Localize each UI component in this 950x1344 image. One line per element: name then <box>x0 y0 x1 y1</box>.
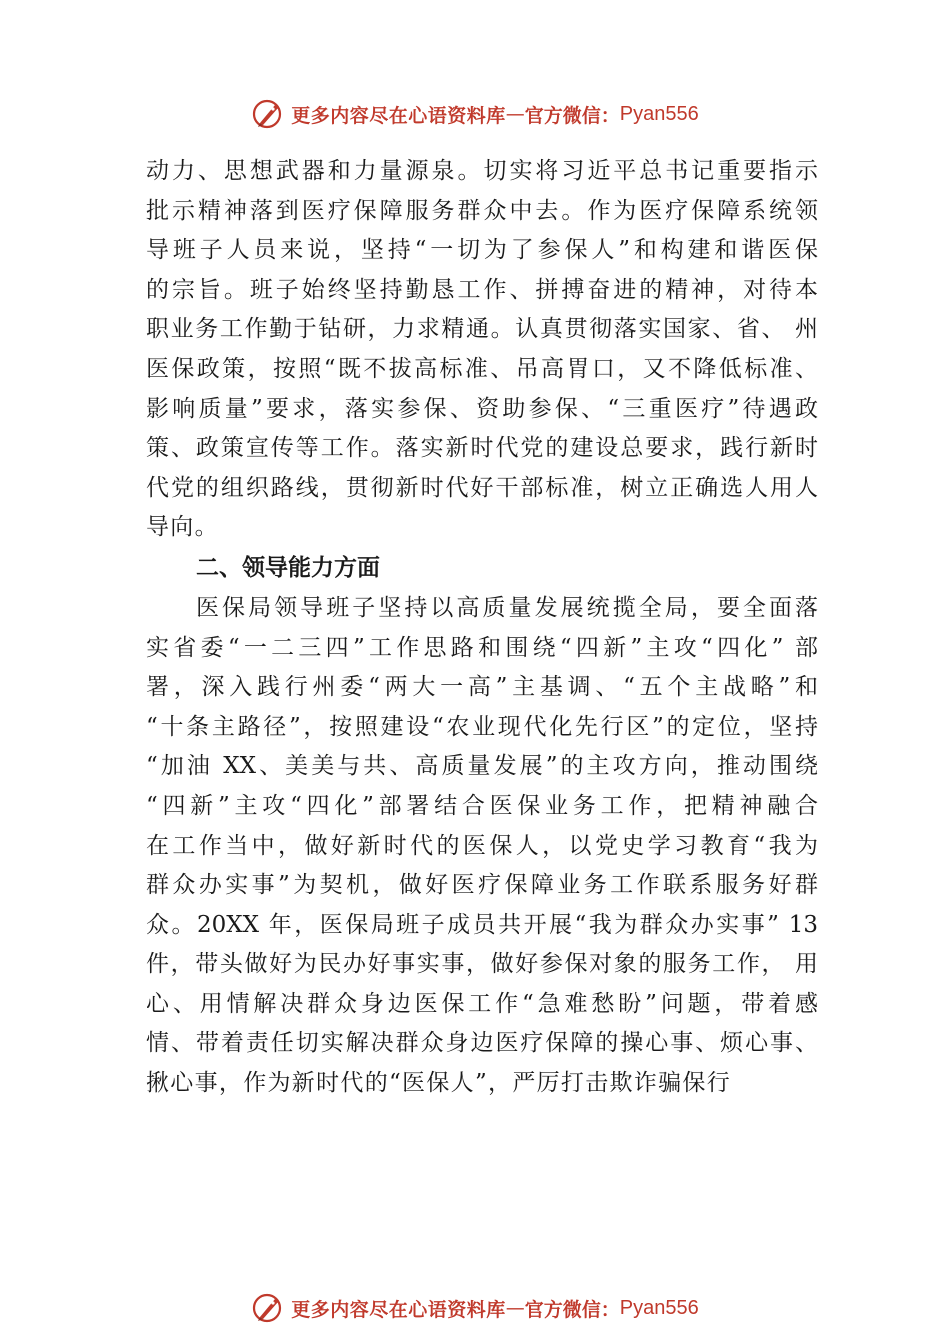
text-line: 医保政策，按照“既不拔高标准、吊高胃口，又不降低标准、 <box>146 355 818 382</box>
document-body <box>146 152 818 1104</box>
text-line: 群众办实事”为契机，做好医疗保障业务工作联系服务好群 <box>146 872 818 899</box>
watermark-slogan: 更多内容尽在心语资料库 <box>291 104 506 127</box>
text-line: “加油 XX、美美与共、高质量发展”的主攻方向，推动围绕 <box>146 753 818 780</box>
paragraph-2 <box>146 589 818 1104</box>
text-line: 代党的组织路线，贯彻新时代好干部标准，树立正确选人用人 <box>146 474 818 501</box>
text-line: 心、用情解决群众身边医保工作“急难愁盼”问题，带着感 <box>146 990 818 1017</box>
text-line: 策、政策宣传等工作。落实新时代党的建设总要求，践行新时 <box>146 435 818 462</box>
text-line: 署，深入践行州委“两大一高”主基调、“五个主战略”和 <box>146 674 818 701</box>
pen-nib-logo-icon <box>251 97 285 131</box>
text-line: 医保局领导班子坚持以高质量发展统揽全局，要全面落 <box>196 594 818 621</box>
text-line: 在工作当中，做好新时代的医保人，以党史学习教育“我为 <box>146 832 818 859</box>
text-line: 情、带着责任切实解决群众身边医疗保障的操心事、烦心事、 <box>146 1030 818 1057</box>
watermark-slogan: 更多内容尽在心语资料库 <box>291 1298 506 1321</box>
text-line: 的宗旨。班子始终坚持勤恳工作、拼搏奋进的精神，对待本 <box>146 276 818 303</box>
header-watermark <box>0 92 950 136</box>
text-line: 揪心事，作为新时代的“医保人”，严厉打击欺诈骗保行 <box>146 1070 732 1097</box>
text-line: “四新”主攻“四化”部署结合医保业务工作，把精神融合 <box>146 792 818 819</box>
text-line: 件，带头做好为民办好事实事，做好参保对象的服务工作， 用 <box>146 951 818 978</box>
section-heading: 二、领导能力方面 <box>196 554 380 581</box>
watermark-wechat-label: 官方微信： <box>524 1298 620 1321</box>
watermark-account: Pyan556 <box>619 102 699 125</box>
text-line: “十条主路径”，按照建设“农业现代化先行区”的定位，坚持 <box>146 713 818 740</box>
text-line: 导向。 <box>146 514 219 541</box>
pen-nib-logo-icon <box>251 1291 285 1325</box>
text-line: 影响质量”要求，落实参保、资助参保、“三重医疗”待遇政 <box>146 395 818 422</box>
text-line: 批示精神落到医疗保障服务群众中去。作为医疗保障系统领 <box>146 197 818 224</box>
watermark-wechat-label: 官方微信： <box>524 104 620 127</box>
text-line: 导班子人员来说，坚持“一切为了参保人”和构建和谐医保 <box>146 237 818 264</box>
watermark-dash: — <box>505 1297 525 1319</box>
text-line: 实省委“一二三四”工作思路和围绕“四新”主攻“四化” 部 <box>146 634 818 661</box>
watermark-dash: — <box>505 103 525 125</box>
text-line: 动力、思想武器和力量源泉。切实将习近平总书记重要指示 <box>146 158 818 184</box>
text-line: 众。20XX 年，医保局班子成员共开展“我为群众办实事” 13 <box>146 911 818 938</box>
paragraph-1 <box>146 152 818 548</box>
text-line: 职业务工作勤于钻研，力求精通。认真贯彻落实国家、省、 州 <box>146 316 818 343</box>
footer-watermark <box>0 1286 950 1330</box>
watermark-account: Pyan556 <box>619 1296 699 1319</box>
